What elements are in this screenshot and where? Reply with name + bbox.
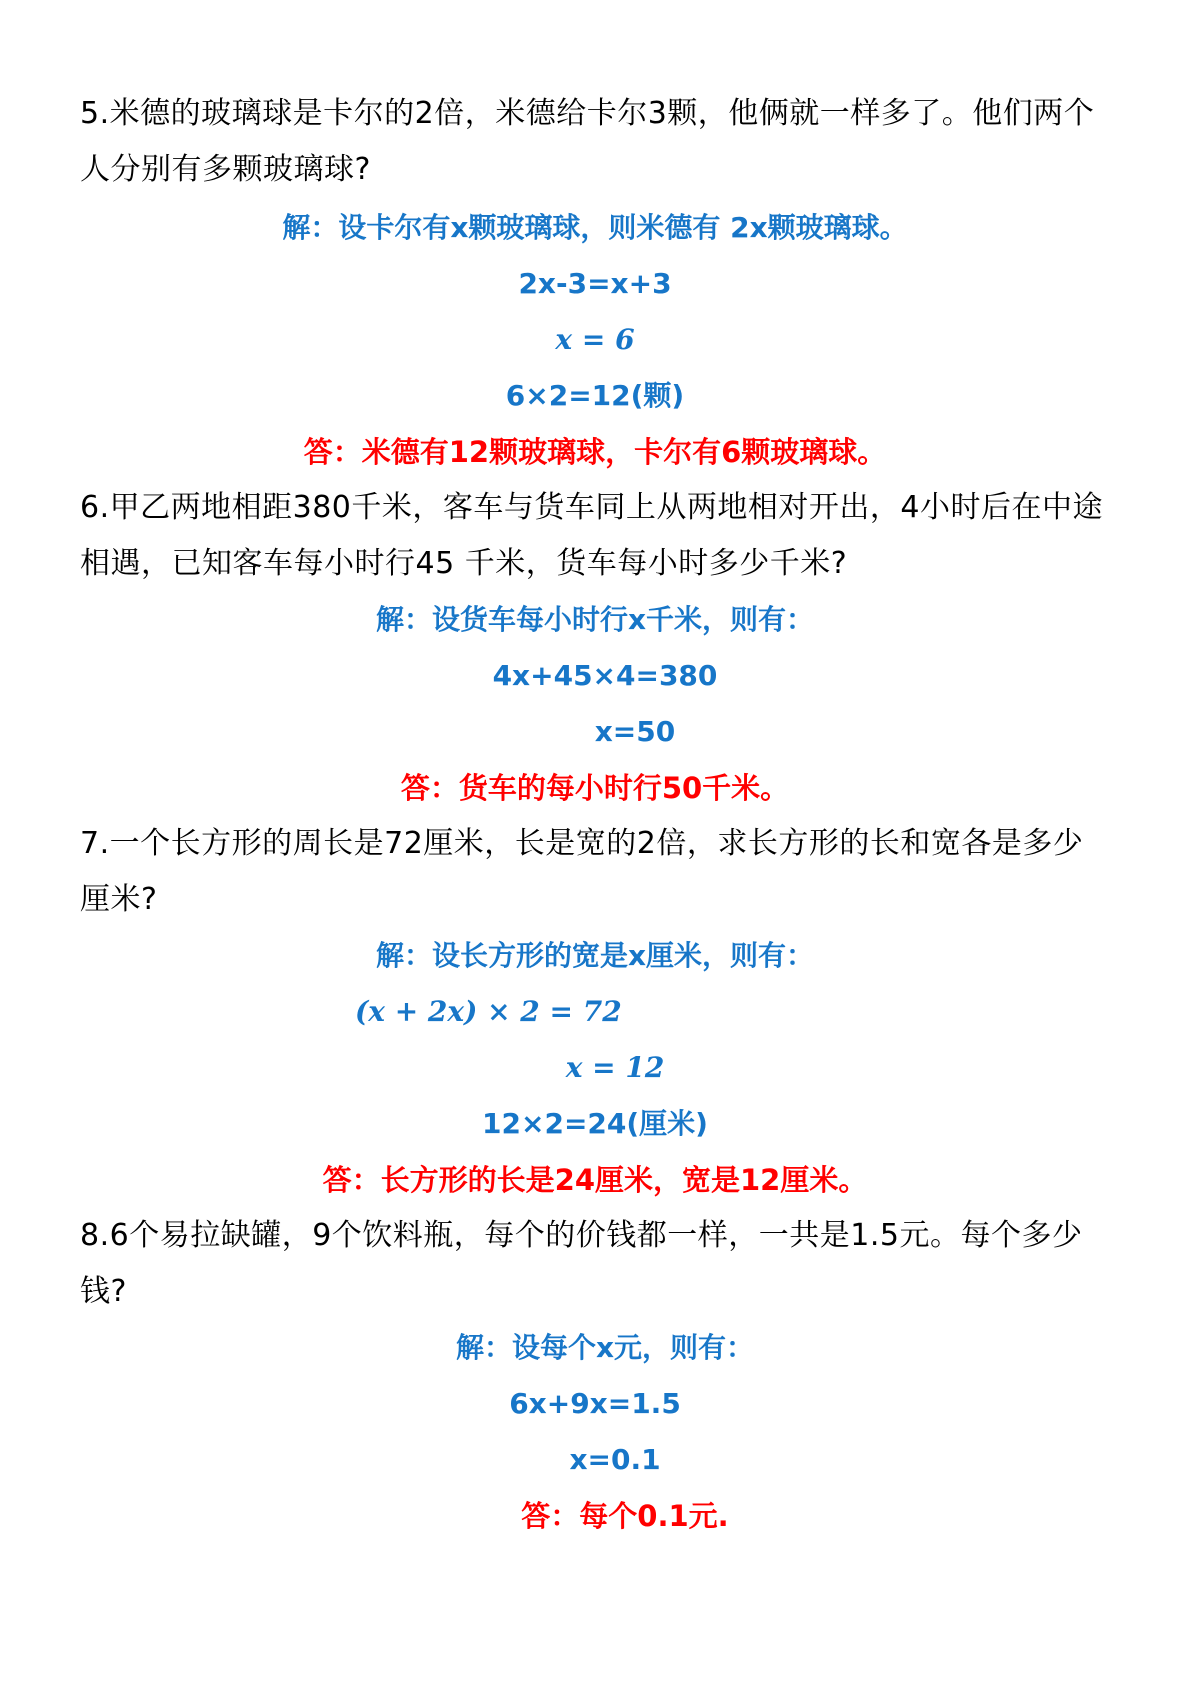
problem-8 [80, 1208, 1110, 1544]
equation-step: x = 12 [565, 1051, 665, 1084]
problem-5 [80, 86, 1110, 480]
equation-step: 4x+45×4=380 [492, 659, 718, 692]
answer-text: 答：货车的每小时行50千米。 [400, 771, 790, 805]
answer-text: 答：长方形的长是24厘米，宽是12厘米。 [322, 1163, 868, 1197]
answer-text: 答：米德有12颗玻璃球，卡尔有6颗玻璃球。 [303, 435, 887, 469]
equation-step: 2x-3=x+3 [518, 267, 672, 300]
equation-step: x=0.1 [569, 1443, 661, 1476]
equation-step: x = 6 [555, 323, 635, 356]
problem-7 [80, 816, 1110, 1208]
equation-step: (x + 2x) × 2 = 72 [355, 995, 622, 1028]
problem-6 [80, 480, 1110, 816]
question-text: 8.6个易拉缺罐，9个饮料瓶，每个的价钱都一样，一共是1.5元。每个多少钱? [80, 1218, 1083, 1309]
question-text: 5.米德的玻璃球是卡尔的2倍，米德给卡尔3颗，他俩就一样多了。他们两个人分别有多颗玻璃球? [80, 96, 1095, 187]
equation-step: 6x+9x=1.5 [509, 1387, 681, 1420]
question-text: 7.一个长方形的周长是72厘米，长是宽的2倍，求长方形的长和宽各是多少厘米? [80, 826, 1084, 917]
solution-intro: 解：设卡尔有x颗玻璃球，则米德有 2x颗玻璃球。 [282, 211, 908, 244]
answer-text: 答：每个0.1元. [521, 1499, 729, 1533]
solution-intro: 解：设货车每小时行x千米，则有： [375, 603, 815, 636]
solution-intro: 解：设每个x元，则有： [455, 1331, 755, 1364]
equation-step: 12×2=24(厘米) [482, 1107, 708, 1140]
equation-step: 6×2=12(颗) [505, 379, 685, 412]
solution-intro: 解：设长方形的宽是x厘米，则有： [375, 939, 815, 972]
equation-step: x=50 [594, 715, 676, 748]
question-text: 6.甲乙两地相距380千米，客车与货车同上从两地相对开出，4小时后在中途相遇，已知客车每小时行45 千米，货车每小时多少千米? [80, 490, 1103, 581]
